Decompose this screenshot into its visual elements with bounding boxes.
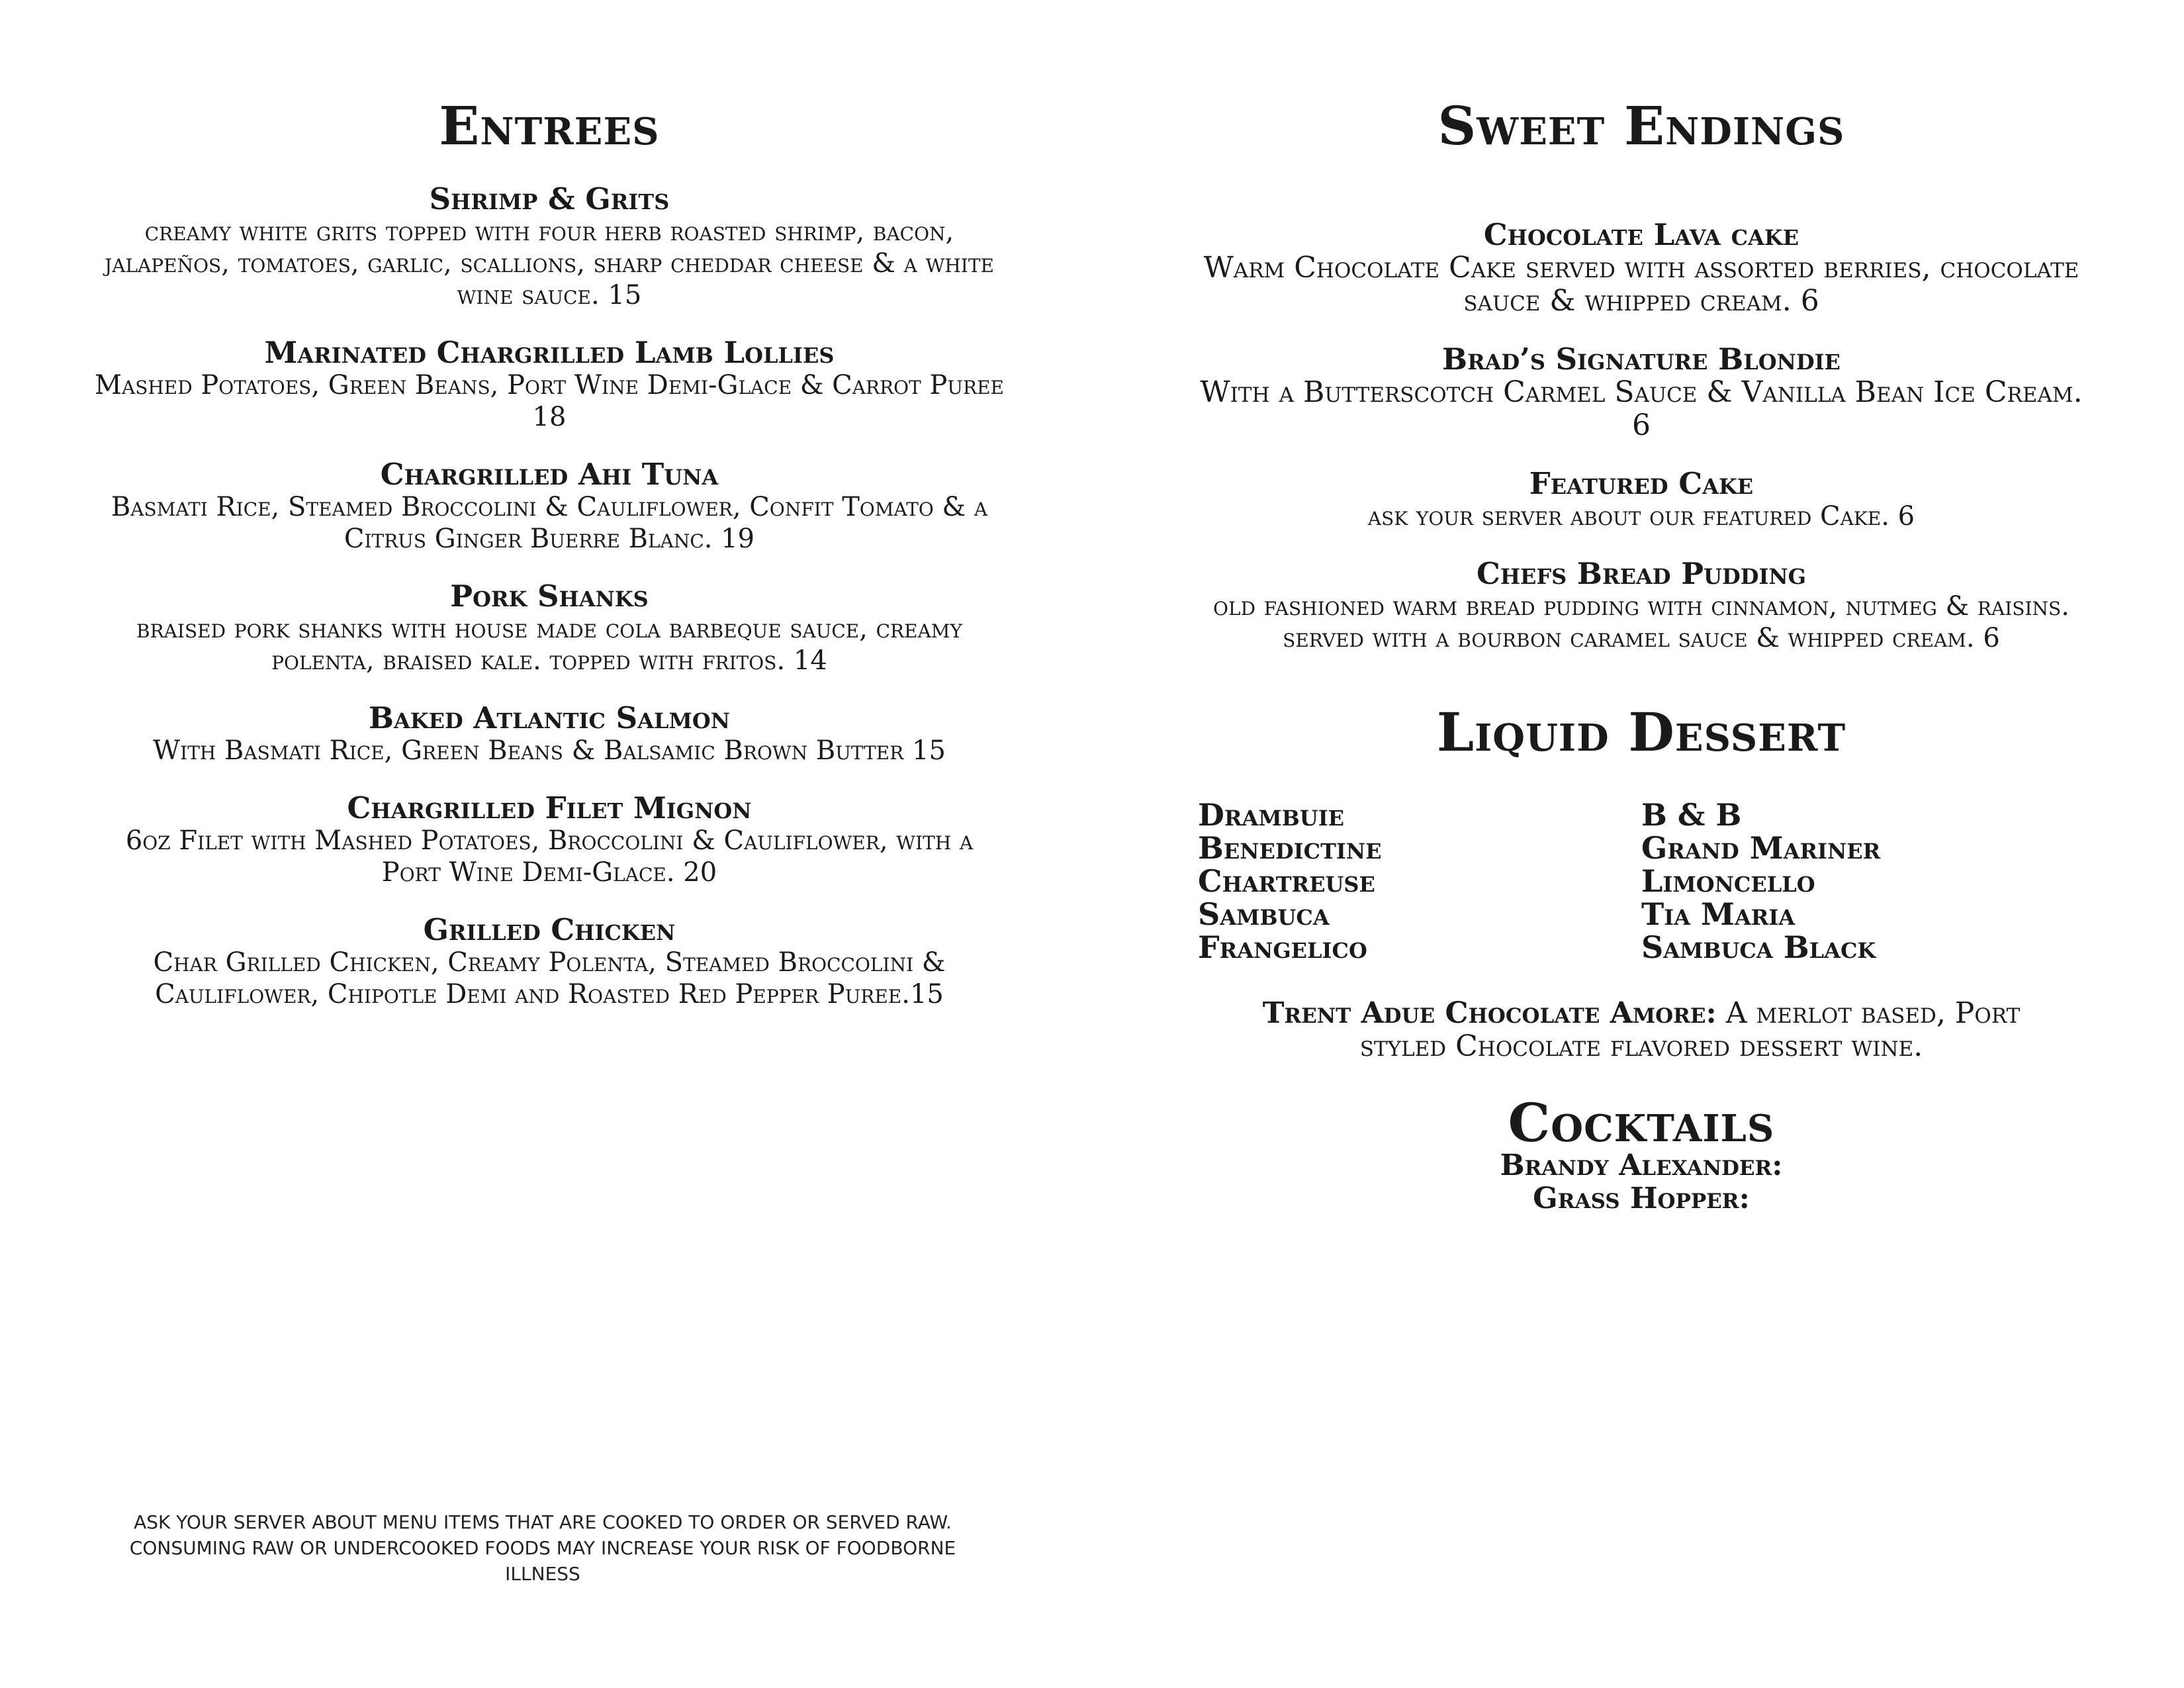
wine-desc: A merlot based, Port styled Chocolate flavored dessert wine. xyxy=(1359,996,2021,1063)
menu-item xyxy=(93,580,1006,677)
item-desc: ask your server about our featured Cake. 6 xyxy=(1367,501,1915,532)
featured-dessert-wine xyxy=(1218,997,2065,1063)
list-item: Drambuie xyxy=(1198,797,1345,833)
item-name: Chocolate Lava cake xyxy=(1483,217,1799,252)
menu-item xyxy=(93,702,1006,767)
menu-item xyxy=(93,183,1006,311)
item-price: 14 xyxy=(793,645,827,676)
item-name: Chargrilled Ahi Tuna xyxy=(380,457,719,492)
item-desc: Char Grilled Chicken, Creamy Polenta, Steamed Broccolini & Cauliflower, Chipotle Demi and Roasted Red Pepper Puree.15 xyxy=(153,947,946,1009)
menu-item xyxy=(1191,218,2091,318)
desserts-section xyxy=(1191,95,2091,1215)
list-item: B & B xyxy=(1641,797,1742,833)
entrees-section xyxy=(93,95,1006,1035)
food-safety-disclaimer: ASK YOUR SERVER ABOUT MENU ITEMS THAT ARE COOKED TO ORDER OR SERVED RAW. CONSUMING RAW OR UNDERCOOKED FOODS MAY INCREASE YOUR RISK OF FOODBORNE ILLNESS xyxy=(129,1511,956,1585)
list-item: Grand Mariner xyxy=(1641,830,1881,866)
item-name: Shrimp & Grits xyxy=(429,181,670,216)
item-price: 6 xyxy=(1632,408,1651,442)
menu-item xyxy=(1191,557,2091,654)
list-item: Benedictine xyxy=(1198,830,1382,866)
liquor-list xyxy=(1198,798,2085,964)
item-price: 6 xyxy=(1800,284,1819,318)
item-desc: braised pork shanks with house made cola barbeque sauce, creamy polenta, braised kale. topped with fritos. 14 xyxy=(136,614,962,676)
cocktail-list xyxy=(1191,1149,2091,1215)
item-desc: Warm Chocolate Cake served with assorted berries, chocolate sauce & whipped cream. 6 xyxy=(1203,251,2079,318)
menu-item xyxy=(93,792,1006,888)
list-item: Brandy Alexander: xyxy=(1500,1149,1783,1182)
wine-name: Trent Adue Chocolate Amore: xyxy=(1262,996,1717,1030)
entrees-heading: Entrees xyxy=(439,95,660,157)
menu-item xyxy=(1191,467,2091,532)
item-price: 15 xyxy=(608,280,642,310)
item-desc: creamy white grits topped with four herb roasted shrimp, bacon, jalapeños, tomatoes, garlic, scallions, sharp cheddar cheese & a white wine sauce. 15 xyxy=(105,216,994,310)
item-name: Featured Cake xyxy=(1529,466,1754,501)
item-desc: Mashed Potatoes, Green Beans, Port Wine Demi-Glace & Carrot Puree 18 xyxy=(95,370,1004,432)
liquor-column-2 xyxy=(1641,798,2085,964)
list-item: Chartreuse xyxy=(1198,863,1375,899)
cocktails-heading: Cocktails xyxy=(1508,1092,1775,1154)
menu-item xyxy=(93,336,1006,433)
item-name: Chargrilled Filet Mignon xyxy=(347,790,752,825)
menu-item xyxy=(93,458,1006,555)
menu-item xyxy=(1191,343,2091,442)
item-name: Grilled Chicken xyxy=(423,912,676,947)
liquor-column-1 xyxy=(1198,798,1641,964)
item-desc: With a Butterscotch Carmel Sauce & Vanilla Bean Ice Cream. 6 xyxy=(1200,375,2083,442)
item-price: 6 xyxy=(1897,501,1915,532)
list-item: Limoncello xyxy=(1641,863,1815,899)
item-desc: 6oz Filet with Mashed Potatoes, Broccolini & Cauliflower, with a Port Wine Demi-Glace. 20 xyxy=(125,825,974,888)
list-item: Sambuca xyxy=(1198,896,1330,932)
item-price: 18 xyxy=(532,402,567,432)
list-item: Frangelico xyxy=(1198,929,1367,965)
item-price: 20 xyxy=(683,857,717,888)
sweet-endings-heading: Sweet Endings xyxy=(1437,95,1845,157)
list-item: Sambuca Black xyxy=(1641,929,1876,965)
menu-item xyxy=(93,914,1006,1010)
item-price: 15 xyxy=(909,979,944,1009)
item-price: 6 xyxy=(1983,623,2000,653)
item-name: Marinated Chargrilled Lamb Lollies xyxy=(264,335,835,370)
liquid-dessert-heading: Liquid Dessert xyxy=(1436,701,1846,763)
item-name: Baked Atlantic Salmon xyxy=(368,700,731,735)
item-price: 19 xyxy=(721,524,755,554)
item-desc: With Basmati Rice, Green Beans & Balsamic Brown Butter 15 xyxy=(153,735,946,766)
list-item: Tia Maria xyxy=(1641,896,1796,932)
item-name: Chefs Bread Pudding xyxy=(1477,556,1806,591)
item-desc: old fashioned warm bread pudding with cinnamon, nutmeg & raisins. served with a bourbon caramel sauce & whipped cream. 6 xyxy=(1213,591,2070,653)
item-name: Brad’s Signature Blondie xyxy=(1442,342,1841,377)
item-desc: Basmati Rice, Steamed Broccolini & Cauliflower, Confit Tomato & a Citrus Ginger Buerre Blanc. 19 xyxy=(111,492,988,554)
item-name: Pork Shanks xyxy=(450,579,649,614)
item-price: 15 xyxy=(912,735,946,766)
list-item: Grass Hopper: xyxy=(1533,1182,1750,1215)
